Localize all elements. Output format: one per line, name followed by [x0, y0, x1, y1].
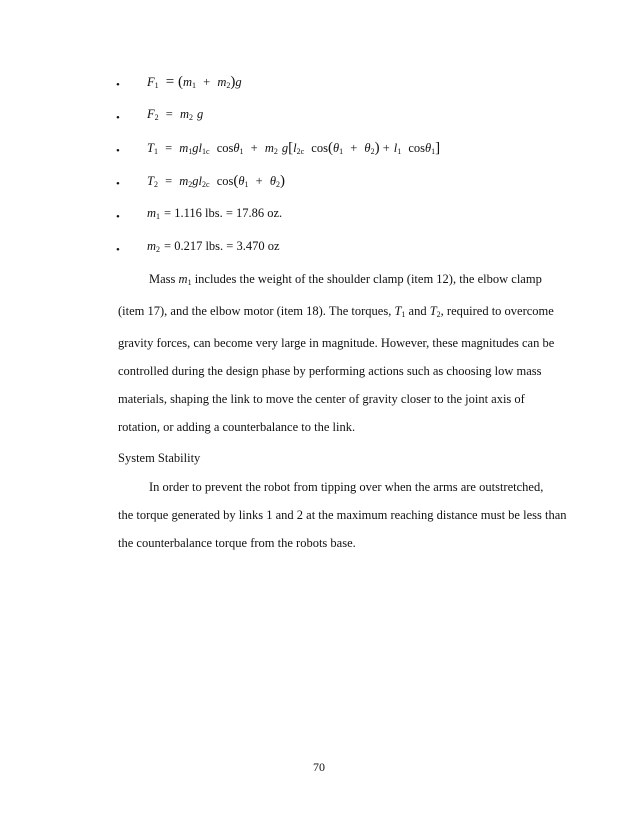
paragraph-mass [118, 265, 568, 441]
bullet: • [116, 211, 120, 223]
equation-t1: • $T_1 = m_1gl_{1c}$ $\cos\theta_1 + m_2$ $g[l_{2c}$ $\cos(\theta_1 + \theta_2) + l_1$ cosθ$_1$] [116, 140, 441, 157]
paragraph-line: materials, shaping the link to move the center of gravity closer to the joint axis of [118, 392, 525, 406]
equation-t2: • $T_2 = m_2gl_{2c}$ $\cos(\theta_1 + \theta_2)$ [116, 173, 285, 190]
equation-m2: • $m_2 = 0.217$ lbs. = 3.470 oz [116, 239, 280, 256]
paragraph-line: rotation, or adding a counterbalance to the link. [118, 420, 356, 434]
paragraph-line: the torque generated by links 1 and 2 at the maximum reaching distance must be less than [118, 508, 567, 522]
equation-list [116, 70, 586, 268]
section-heading: System Stability [118, 451, 201, 465]
bullet: • [116, 112, 120, 124]
paragraph-line: (item 17), and the elbow motor (item 18). The torques, $T_1$ and $T_2$, required to overcome [118, 304, 554, 319]
paragraph-line: gravity forces, can become very large in magnitude. However, these magnitudes can be [118, 336, 555, 350]
equation-m1: • $m_1 = 1.116$ lbs. = 17.86 oz. [116, 206, 283, 223]
paragraph-line: controlled during the design phase by performing actions such as choosing low mass [118, 364, 542, 378]
bullet: • [116, 244, 120, 256]
bullet: • [116, 79, 120, 91]
bullet: • [116, 178, 120, 190]
equation-f1: • $F_1 = (m_1 + m_2)g$ [116, 74, 242, 91]
bullet: • [116, 145, 120, 157]
equation-f2: • $F_2 = m_2$ g [116, 107, 204, 124]
paragraph-line: the counterbalance torque from the robots base. [118, 536, 356, 550]
paragraph-line: Mass $m_1$ includes the weight of the shoulder clamp (item 12), the elbow clamp [149, 272, 542, 287]
paragraph-line: In order to prevent the robot from tipping over when the arms are outstretched, [149, 480, 544, 494]
page-number: 70 [313, 760, 325, 774]
paragraph-stability [118, 473, 568, 557]
